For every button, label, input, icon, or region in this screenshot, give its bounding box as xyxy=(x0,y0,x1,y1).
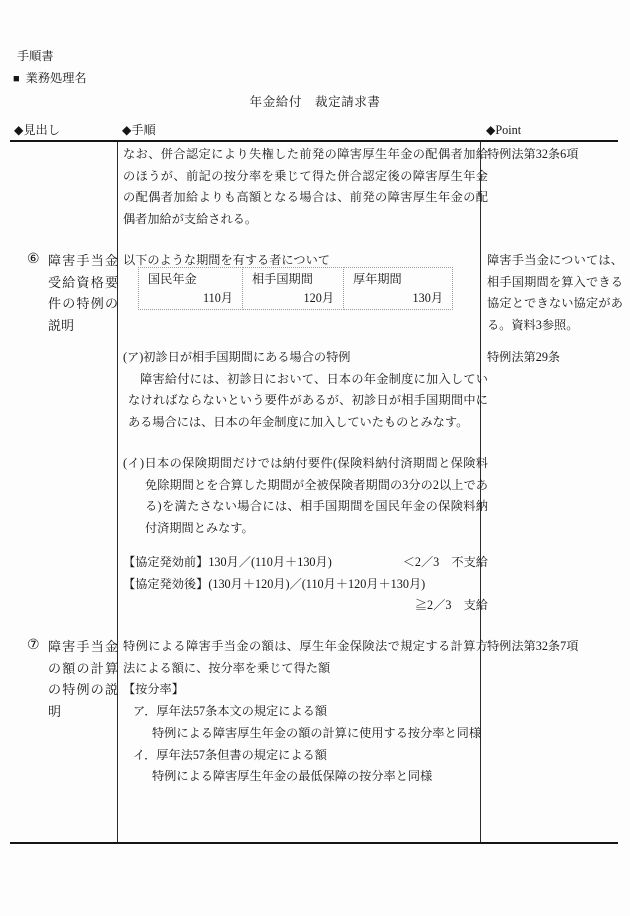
business-process-heading xyxy=(13,68,87,91)
period-label: 国民年金 xyxy=(148,272,197,286)
period-value: 130月 xyxy=(412,291,443,305)
row6-item-a xyxy=(123,347,488,434)
item-a-title: (ア)初診日が相手国期間にある場合の特例 xyxy=(123,350,351,364)
period-cell-aitekoku xyxy=(242,267,344,310)
period-cell-kounen xyxy=(343,267,453,310)
row7-procedure-block xyxy=(123,636,488,788)
procedure-note-spousal-addition: なお、併合認定により失権した前発の障害厚生年金の配偶者加給のほうが、前記の按分率を乗じて得た併合認定後の障害厚生年金の配偶者加給よりも高額となる場合は、前発の障害厚生年金の配偶者加給が支給される。 xyxy=(123,147,488,227)
point-law-ref-32-6: 特例法第32条6項 xyxy=(487,147,579,161)
period-value: 120月 xyxy=(303,291,334,305)
formula-after-cond: ≧2／3 支給 xyxy=(414,598,488,613)
item-a-body: 障害給付には、初診日において、日本の年金制度に加入していなければならないという要件があるが、初診日が相手国期間中にある場合には、日本の年金制度に加入していたものとみなす。 xyxy=(128,371,488,430)
row7-item-a: ア．厚年法57条本文の規定による額 xyxy=(133,704,328,719)
column-divider-1 xyxy=(117,142,118,842)
ratio-header: 【按分率】 xyxy=(123,682,184,697)
column-header-point: ◆Point xyxy=(486,123,522,137)
point-law-ref-29: 特例法第29条 xyxy=(487,350,561,364)
row7-item-i-detail: 特例による障害厚生年金の最低保障の按分率と同様 xyxy=(152,769,433,784)
point-note-agreements: 障害手当金については、相手国期間を算入できる協定とできない協定がある。資料3参照。 xyxy=(487,253,623,333)
period-table xyxy=(138,267,455,310)
square-bullet-icon: ■ xyxy=(13,73,20,85)
agreement-formula-block xyxy=(123,552,488,617)
row6-intro: 以下のような期間を有する者について xyxy=(123,253,330,267)
row7-body: 特例による障害手当金の額は、厚生年金保険法で規定する計算方法による額に、按分率を乗じて得た額 xyxy=(123,639,488,675)
row6-number: ⑥ xyxy=(27,252,40,267)
formula-after-line: 【協定発効後】(130月＋120月)／(110月＋120月＋130月) xyxy=(123,576,426,591)
row6-heading: 障害手当金受給資格要件の特例の説明 xyxy=(48,253,118,334)
row7-number: ⑦ xyxy=(27,638,40,653)
row7-heading: 障害手当金の額の計算の特例の説明 xyxy=(48,639,118,720)
row7-item-a-detail: 特例による障害厚生年金の額の計算に使用する按分率と同様 xyxy=(152,725,482,740)
procedure-table xyxy=(10,140,623,844)
period-label: 相手国期間 xyxy=(252,272,313,286)
period-value: 110月 xyxy=(202,291,233,305)
formula-before-line xyxy=(123,552,488,574)
business-process-label: 業務処理名 xyxy=(25,71,87,85)
point-law-ref-32-7: 特例法第32条7項 xyxy=(487,639,579,653)
doc-type-label: 手順書 xyxy=(17,49,54,63)
formula-before-cond: ＜2／3 不支給 xyxy=(402,555,488,569)
period-cell-kokumin xyxy=(138,267,243,310)
column-header-procedure: ◆手順 xyxy=(122,123,156,137)
row7-item-i: イ．厚年法57条但書の規定による額 xyxy=(133,747,327,762)
row6-item-i-body: (イ)日本の保険期間だけでは納付要件(保険料納付済期間と保険料免除期間とを合算した期間が全被保険者期間の3分の2以上である)を満たさない場合には、相手国期間を国民年金の保険料納付済期間とみなす。 xyxy=(123,456,488,536)
period-label: 厚年期間 xyxy=(353,272,402,286)
page-title: 年金給付 裁定請求書 xyxy=(249,95,381,109)
formula-before-expr: 【協定発効前】130月／(110月＋130月) xyxy=(123,555,332,569)
column-header-heading: ◆見出し xyxy=(14,123,60,137)
